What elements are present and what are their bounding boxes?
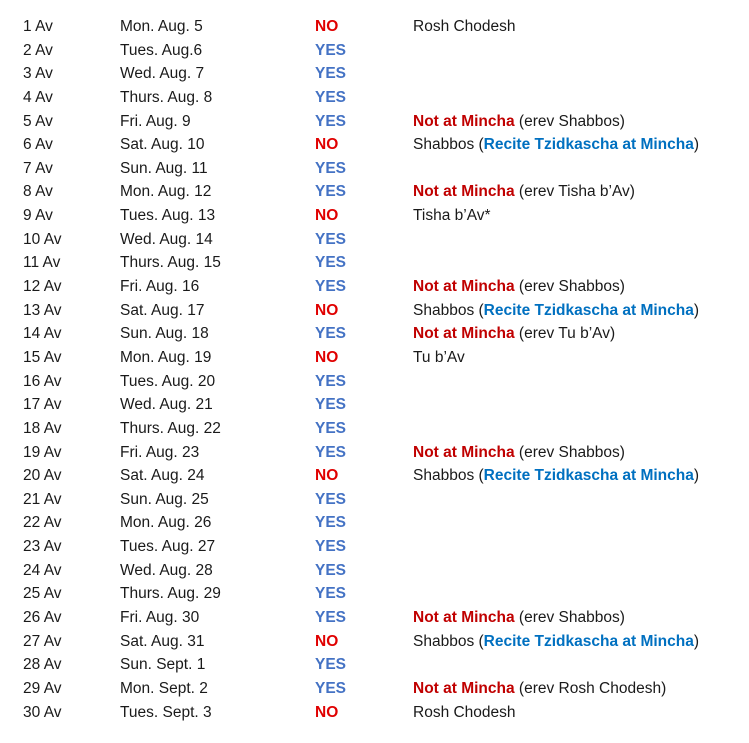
note-emphasis: Recite Tzidkascha at Mincha <box>483 301 694 319</box>
civil-date-cell: Wed. Aug. 14 <box>120 230 213 248</box>
hebrew-date-cell: 9 Av <box>23 207 53 225</box>
table-row <box>0 607 749 631</box>
note-cell <box>413 678 666 700</box>
hebrew-date-cell: 4 Av <box>23 88 53 106</box>
note-cell <box>413 111 625 133</box>
civil-date-cell: Sat. Aug. 17 <box>120 301 205 319</box>
answer-cell: YES <box>315 88 347 106</box>
civil-date-cell: Tues. Aug. 20 <box>120 372 216 390</box>
note-cell <box>413 16 516 38</box>
answer-cell: YES <box>315 443 347 461</box>
note-cell <box>413 702 516 724</box>
note-text: (erev Tu b’Av) <box>514 325 616 343</box>
civil-date-cell: Sun. Aug. 18 <box>120 325 209 343</box>
answer-cell: YES <box>315 41 347 59</box>
civil-date-cell: Wed. Aug. 7 <box>120 65 205 83</box>
note-text: Shabbos ( <box>413 632 484 650</box>
hebrew-date-cell: 16 Av <box>23 372 62 390</box>
civil-date-cell: Wed. Aug. 28 <box>120 561 213 579</box>
table-row <box>0 40 749 64</box>
note-text: ) <box>693 301 700 319</box>
note-text: Shabbos ( <box>413 301 484 319</box>
answer-cell: YES <box>315 490 347 508</box>
table-row <box>0 654 749 678</box>
hebrew-date-cell: 19 Av <box>23 443 62 461</box>
hebrew-date-cell: 6 Av <box>23 136 53 154</box>
note-text: (erev Shabbos) <box>514 112 625 130</box>
civil-date-cell: Sat. Aug. 24 <box>120 467 205 485</box>
hebrew-date-cell: 10 Av <box>23 230 62 248</box>
answer-cell: YES <box>315 679 347 697</box>
note-text: Tisha b’Av* <box>413 207 491 225</box>
table-row <box>0 158 749 182</box>
hebrew-date-cell: 5 Av <box>23 112 53 130</box>
answer-cell: YES <box>315 538 347 556</box>
civil-date-cell: Thurs. Aug. 8 <box>120 88 213 106</box>
table-row <box>0 465 749 489</box>
civil-date-cell: Fri. Aug. 9 <box>120 112 191 130</box>
civil-date-cell: Mon. Aug. 19 <box>120 348 212 366</box>
hebrew-date-cell: 7 Av <box>23 159 53 177</box>
civil-date-cell: Mon. Aug. 26 <box>120 514 212 532</box>
hebrew-date-cell: 29 Av <box>23 679 62 697</box>
table-row <box>0 536 749 560</box>
civil-date-cell: Mon. Aug. 12 <box>120 183 212 201</box>
note-emphasis: Not at Mincha <box>413 325 515 343</box>
answer-cell: YES <box>315 254 347 272</box>
table-row <box>0 702 749 726</box>
note-emphasis: Not at Mincha <box>413 679 515 697</box>
note-emphasis: Recite Tzidkascha at Mincha <box>483 467 694 485</box>
note-cell <box>413 300 699 322</box>
table-row <box>0 229 749 253</box>
note-cell <box>413 181 635 203</box>
table-row <box>0 489 749 513</box>
note-cell <box>413 276 625 298</box>
table-row <box>0 300 749 324</box>
hebrew-date-cell: 15 Av <box>23 348 62 366</box>
table-row <box>0 323 749 347</box>
civil-date-cell: Sun. Aug. 11 <box>120 159 208 177</box>
answer-cell: YES <box>315 112 347 130</box>
civil-date-cell: Fri. Aug. 30 <box>120 609 200 627</box>
table-row <box>0 631 749 655</box>
note-emphasis: Recite Tzidkascha at Mincha <box>483 136 694 154</box>
hebrew-date-cell: 26 Av <box>23 609 62 627</box>
answer-cell: NO <box>315 18 339 35</box>
hebrew-date-cell: 3 Av <box>23 65 53 83</box>
note-cell <box>413 323 615 345</box>
civil-date-cell: Sun. Sept. 1 <box>120 656 206 674</box>
answer-cell: NO <box>315 136 339 154</box>
hebrew-date-cell: 27 Av <box>23 632 62 650</box>
table-row <box>0 87 749 111</box>
table-row <box>0 111 749 135</box>
note-emphasis: Recite Tzidkascha at Mincha <box>483 632 694 650</box>
note-text: (erev Tisha b’Av) <box>514 183 635 201</box>
answer-cell: YES <box>315 65 347 83</box>
hebrew-date-cell: 22 Av <box>23 514 62 532</box>
hebrew-date-cell: 30 Av <box>23 703 62 721</box>
answer-cell: YES <box>315 230 347 248</box>
civil-date-cell: Tues. Aug. 27 <box>120 538 216 556</box>
answer-cell: NO <box>315 207 339 225</box>
note-cell <box>413 631 699 653</box>
table-row <box>0 394 749 418</box>
civil-date-cell: Sun. Aug. 25 <box>120 490 209 508</box>
table-row <box>0 418 749 442</box>
answer-cell: YES <box>315 514 347 532</box>
civil-date-cell: Tues. Aug. 13 <box>120 207 216 225</box>
civil-date-cell: Fri. Aug. 16 <box>120 278 200 296</box>
note-text: (erev Shabbos) <box>514 443 625 461</box>
hebrew-date-cell: 23 Av <box>23 538 62 556</box>
note-cell <box>413 134 699 156</box>
note-emphasis: Not at Mincha <box>413 609 515 627</box>
table-row <box>0 442 749 466</box>
civil-date-cell: Fri. Aug. 23 <box>120 443 200 461</box>
hebrew-date-cell: 8 Av <box>23 183 53 201</box>
answer-cell: NO <box>315 467 339 485</box>
note-text: Tu b’Av <box>413 348 465 366</box>
table-row <box>0 205 749 229</box>
answer-cell: NO <box>315 703 339 721</box>
table-row <box>0 16 749 40</box>
note-cell <box>413 442 625 464</box>
civil-date-cell: Tues. Sept. 3 <box>120 703 212 721</box>
hebrew-date-cell: 18 Av <box>23 419 62 437</box>
hebrew-date-cell: 25 Av <box>23 585 62 603</box>
civil-date-cell: Sat. Aug. 10 <box>120 136 205 154</box>
note-text: Rosh Chodesh <box>413 703 516 721</box>
table-row <box>0 181 749 205</box>
hebrew-date-cell: 2 Av <box>23 41 53 59</box>
hebrew-date-cell: 13 Av <box>23 301 62 319</box>
note-emphasis: Not at Mincha <box>413 443 515 461</box>
answer-cell: YES <box>315 609 347 627</box>
note-text: ) <box>693 467 700 485</box>
hebrew-date-cell: 1 Av <box>23 18 53 35</box>
hebrew-date-cell: 17 Av <box>23 396 62 414</box>
answer-cell: YES <box>315 325 347 343</box>
note-text: Shabbos ( <box>413 467 484 485</box>
answer-cell: YES <box>315 561 347 579</box>
note-cell <box>413 347 465 369</box>
civil-date-cell: Mon. Sept. 2 <box>120 679 208 697</box>
table-row <box>0 512 749 536</box>
civil-date-cell: Mon. Aug. 5 <box>120 18 203 35</box>
table-row <box>0 371 749 395</box>
hebrew-date-cell: 28 Av <box>23 656 62 674</box>
note-text: (erev Shabbos) <box>514 609 625 627</box>
hebrew-date-cell: 12 Av <box>23 278 62 296</box>
answer-cell: YES <box>315 585 347 603</box>
note-text: (erev Shabbos) <box>514 278 625 296</box>
note-emphasis: Not at Mincha <box>413 183 515 201</box>
civil-date-cell: Thurs. Aug. 15 <box>120 254 221 272</box>
table-row <box>0 63 749 87</box>
answer-cell: YES <box>315 419 347 437</box>
table-row <box>0 678 749 702</box>
table-row <box>0 583 749 607</box>
answer-cell: YES <box>315 278 347 296</box>
table-row <box>0 560 749 584</box>
answer-cell: NO <box>315 301 339 319</box>
answer-cell: YES <box>315 656 347 674</box>
hebrew-date-cell: 11 Av <box>23 254 61 272</box>
note-text: ) <box>693 632 700 650</box>
table-row <box>0 252 749 276</box>
note-emphasis: Not at Mincha <box>413 112 515 130</box>
answer-cell: YES <box>315 372 347 390</box>
civil-date-cell: Thurs. Aug. 22 <box>120 419 221 437</box>
note-text: (erev Rosh Chodesh) <box>514 679 667 697</box>
note-text: Rosh Chodesh <box>413 18 516 35</box>
hebrew-date-cell: 21 Av <box>23 490 62 508</box>
hebrew-date-cell: 14 Av <box>23 325 62 343</box>
answer-cell: YES <box>315 396 347 414</box>
note-text: Shabbos ( <box>413 136 484 154</box>
answer-cell: NO <box>315 632 339 650</box>
note-text: ) <box>693 136 700 154</box>
note-emphasis: Not at Mincha <box>413 278 515 296</box>
civil-date-cell: Wed. Aug. 21 <box>120 396 213 414</box>
note-cell <box>413 465 699 487</box>
note-cell <box>413 205 491 227</box>
hebrew-date-cell: 20 Av <box>23 467 62 485</box>
note-cell <box>413 607 625 629</box>
civil-date-cell: Thurs. Aug. 29 <box>120 585 221 603</box>
answer-cell: NO <box>315 348 339 366</box>
hebrew-date-cell: 24 Av <box>23 561 62 579</box>
answer-cell: YES <box>315 159 347 177</box>
answer-cell: YES <box>315 183 347 201</box>
table-row <box>0 276 749 300</box>
table-row <box>0 134 749 158</box>
civil-date-cell: Tues. Aug.6 <box>120 41 203 59</box>
table-row <box>0 347 749 371</box>
civil-date-cell: Sat. Aug. 31 <box>120 632 205 650</box>
